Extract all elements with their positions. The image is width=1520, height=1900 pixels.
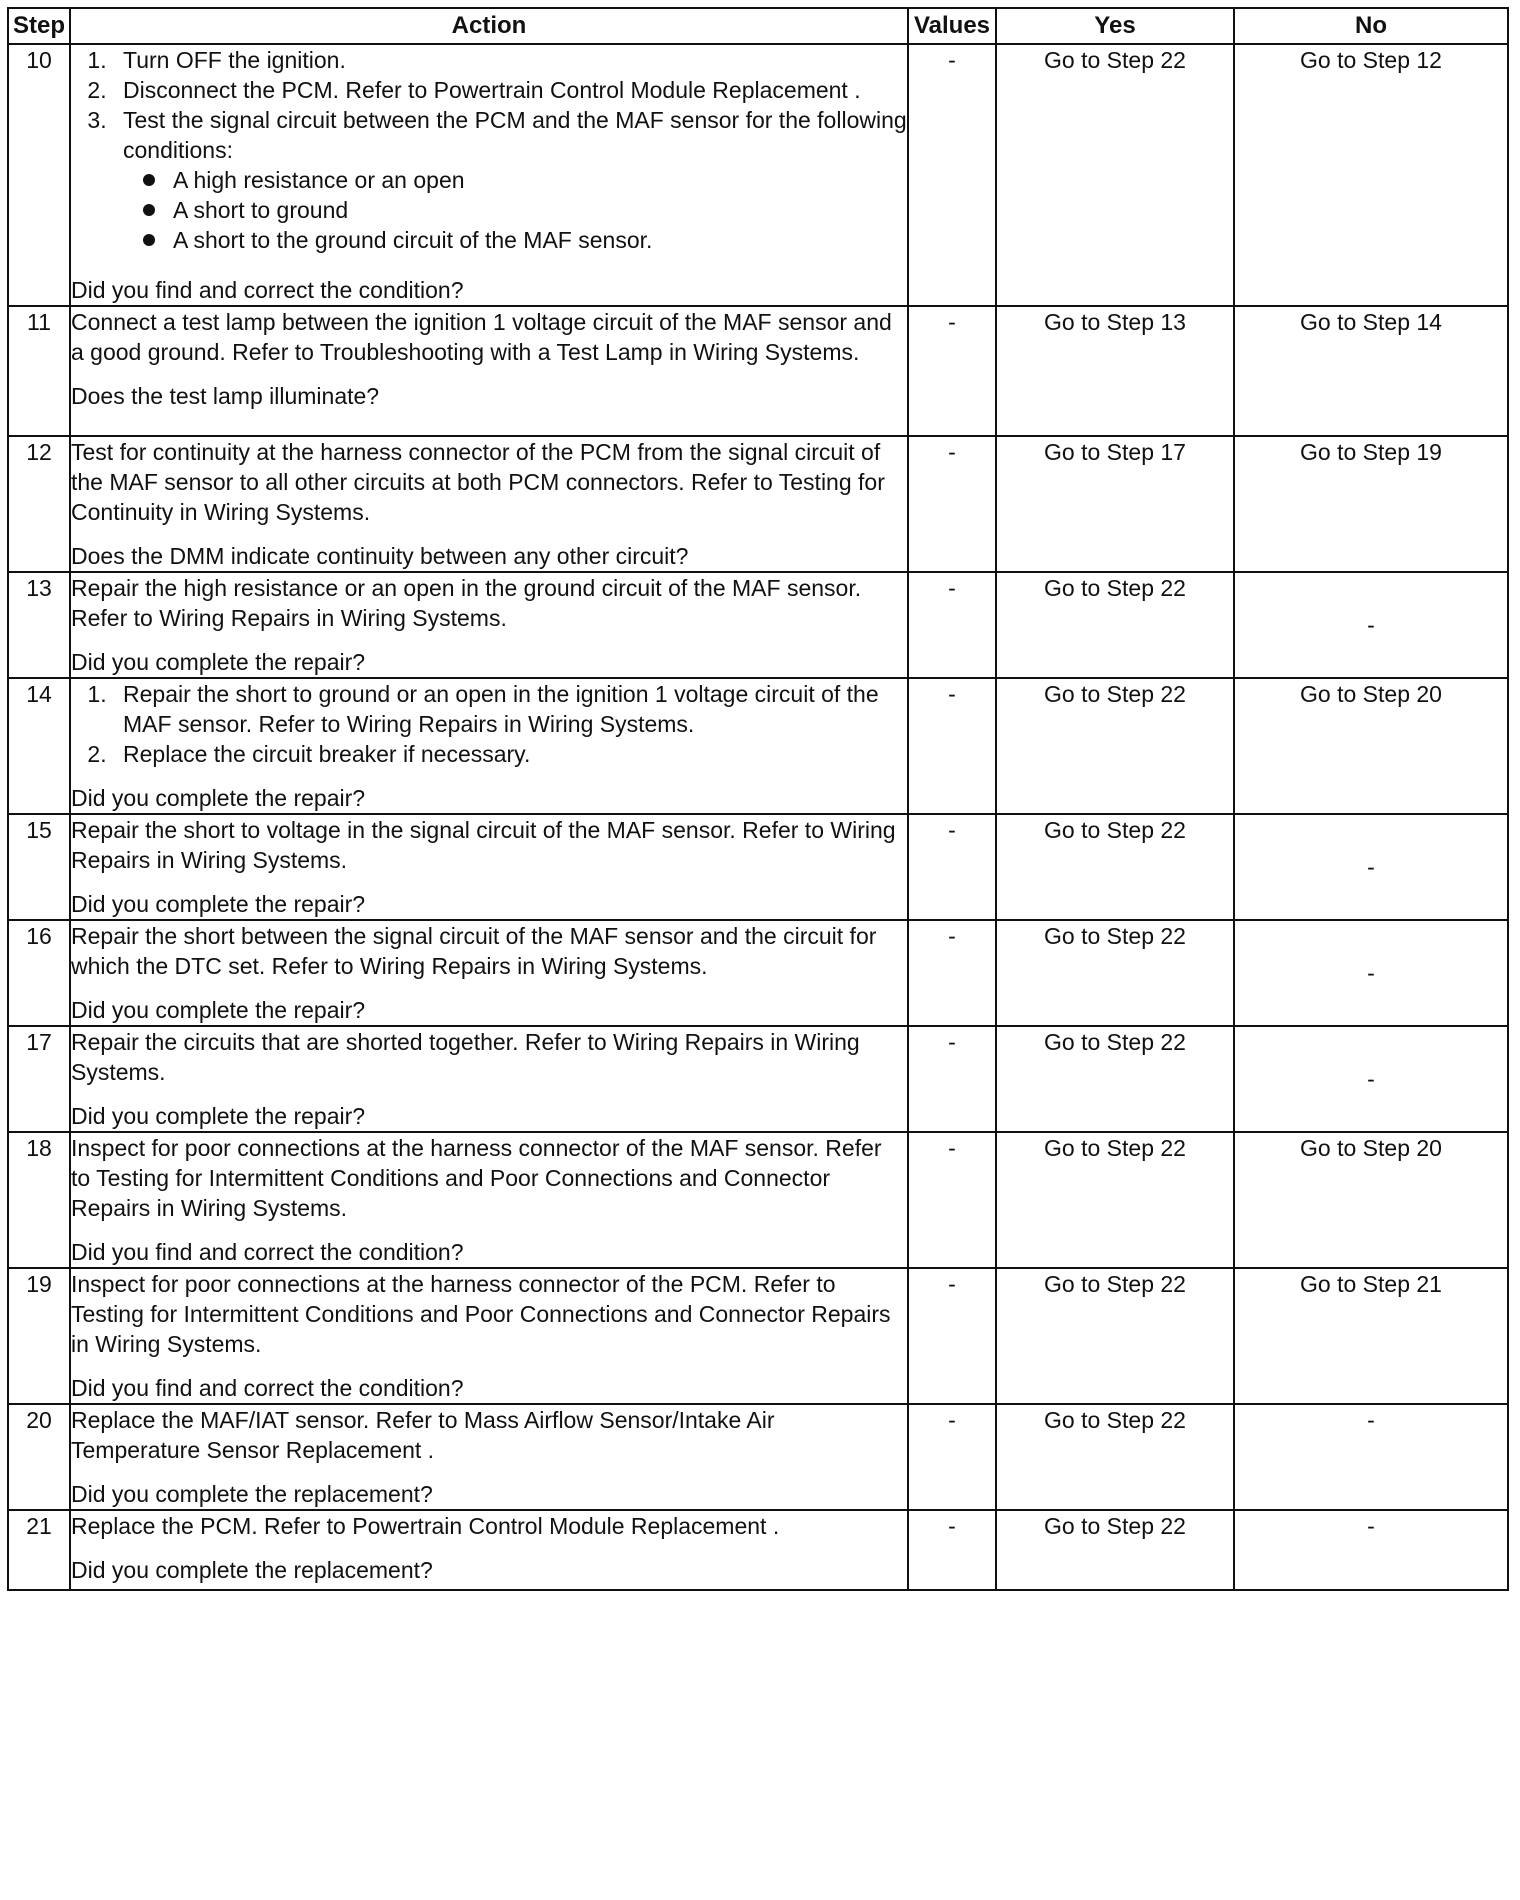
yes-outcome: Go to Step 13 (996, 306, 1234, 436)
instruction-text: Inspect for poor connections at the harness connector of the PCM. Refer to Testing for Intermittent Conditions and Poor Connections and Connector Repairs in Wiring Systems. (71, 1271, 891, 1357)
action-cell (70, 306, 908, 436)
bullet-list (123, 165, 907, 255)
question-text: Did you complete the replacement? (71, 1557, 433, 1583)
question-text: Did you find and correct the condition? (71, 1239, 464, 1265)
values-cell: - (908, 436, 996, 572)
values-cell: - (908, 1026, 996, 1132)
no-outcome: Go to Step 21 (1234, 1268, 1508, 1404)
yes-outcome: Go to Step 22 (996, 678, 1234, 814)
values-cell: - (908, 920, 996, 1026)
table-row (8, 572, 1508, 678)
step-number: 14 (8, 678, 70, 814)
header-no: No (1234, 8, 1508, 44)
table-row (8, 44, 1508, 306)
yes-outcome: Go to Step 22 (996, 1026, 1234, 1132)
values-cell: - (908, 814, 996, 920)
step-number: 15 (8, 814, 70, 920)
bullet-item: A high resistance or an open (163, 165, 907, 195)
table-row (8, 436, 1508, 572)
values-cell: - (908, 1132, 996, 1268)
instruction-text: Replace the PCM. Refer to Powertrain Control Module Replacement . (71, 1513, 780, 1539)
action-cell (70, 1132, 908, 1268)
diagnostic-table (7, 7, 1509, 1591)
no-outcome: - (1234, 1026, 1508, 1132)
question-text: Does the test lamp illuminate? (71, 383, 380, 409)
step-number: 21 (8, 1510, 70, 1590)
no-outcome: Go to Step 12 (1234, 44, 1508, 306)
no-outcome: - (1234, 1404, 1508, 1510)
no-outcome: - (1234, 920, 1508, 1026)
question-text: Did you complete the repair? (71, 891, 366, 917)
step-number: 10 (8, 44, 70, 306)
table-row (8, 306, 1508, 436)
question-text: Does the DMM indicate continuity between any other circuit? (71, 543, 689, 569)
no-outcome: - (1234, 814, 1508, 920)
list-item: 2. Disconnect the PCM. Refer to Powertrain Control Module Replacement . (113, 75, 907, 105)
no-outcome: Go to Step 20 (1234, 678, 1508, 814)
header-values: Values (908, 8, 996, 44)
step-number: 12 (8, 436, 70, 572)
step-number: 17 (8, 1026, 70, 1132)
yes-outcome: Go to Step 22 (996, 920, 1234, 1026)
instruction-text: Repair the short to voltage in the signal circuit of the MAF sensor. Refer to Wiring Repairs in Wiring Systems. (71, 817, 896, 873)
action-cell (70, 436, 908, 572)
yes-outcome: Go to Step 22 (996, 1510, 1234, 1590)
header-step: Step (8, 8, 70, 44)
question-text: Did you complete the repair? (71, 997, 366, 1023)
instruction-text: Repair the short between the signal circuit of the MAF sensor and the circuit for which the DTC set. Refer to Wiring Repairs in Wiring Systems. (71, 923, 877, 979)
step-number: 18 (8, 1132, 70, 1268)
values-cell: - (908, 1404, 996, 1510)
table-row (8, 678, 1508, 814)
bullet-item: A short to the ground circuit of the MAF sensor. (163, 225, 907, 255)
values-cell: - (908, 1510, 996, 1590)
values-cell: - (908, 306, 996, 436)
yes-outcome: Go to Step 22 (996, 44, 1234, 306)
action-cell (70, 1026, 908, 1132)
step-number: 16 (8, 920, 70, 1026)
no-outcome: Go to Step 14 (1234, 306, 1508, 436)
action-cell (70, 814, 908, 920)
instruction-text: Inspect for poor connections at the harness connector of the MAF sensor. Refer to Testing for Intermittent Conditions and Poor Connections and Connector Repairs in Wiring Systems. (71, 1135, 882, 1221)
yes-outcome: Go to Step 22 (996, 1132, 1234, 1268)
question-text: Did you complete the repair? (71, 1103, 366, 1129)
list-item (113, 105, 907, 255)
yes-outcome: Go to Step 22 (996, 1404, 1234, 1510)
instruction-text: Test for continuity at the harness connector of the PCM from the signal circuit of the MAF sensor to all other circuits at both PCM connectors. Refer to Testing for Continuity in Wiring Systems. (71, 439, 885, 525)
instruction-text: Replace the MAF/IAT sensor. Refer to Mass Airflow Sensor/Intake Air Temperature Sensor Replacement . (71, 1407, 775, 1463)
values-cell: - (908, 1268, 996, 1404)
no-outcome: - (1234, 572, 1508, 678)
bullet-item: A short to ground (163, 195, 907, 225)
step-number: 11 (8, 306, 70, 436)
question-text: Did you find and correct the condition? (71, 277, 464, 303)
action-cell (70, 1268, 908, 1404)
table-row (8, 1132, 1508, 1268)
instruction-text: Repair the circuits that are shorted together. Refer to Wiring Repairs in Wiring Systems. (71, 1029, 860, 1085)
header-yes: Yes (996, 8, 1234, 44)
table-row (8, 814, 1508, 920)
header-row (8, 8, 1508, 44)
values-cell: - (908, 44, 996, 306)
values-cell: - (908, 572, 996, 678)
table-row (8, 1510, 1508, 1590)
action-cell (70, 920, 908, 1026)
yes-outcome: Go to Step 22 (996, 814, 1234, 920)
step-number: 20 (8, 1404, 70, 1510)
instruction-text: Connect a test lamp between the ignition 1 voltage circuit of the MAF sensor and a good ground. Refer to Troubleshooting with a Test Lamp in Wiring Systems. (71, 309, 892, 365)
list-item: 2. Replace the circuit breaker if necessary. (113, 739, 907, 769)
action-cell (70, 678, 908, 814)
table-row (8, 920, 1508, 1026)
table-row (8, 1404, 1508, 1510)
no-outcome: Go to Step 19 (1234, 436, 1508, 572)
numbered-steps (71, 679, 907, 769)
values-cell: - (908, 678, 996, 814)
instruction-text: Repair the high resistance or an open in the ground circuit of the MAF sensor. Refer to Wiring Repairs in Wiring Systems. (71, 575, 862, 631)
numbered-steps (71, 45, 907, 255)
yes-outcome: Go to Step 17 (996, 436, 1234, 572)
list-item: 1. Turn OFF the ignition. (113, 45, 907, 75)
question-text: Did you complete the replacement? (71, 1481, 433, 1507)
list-item-text: Test the signal circuit between the PCM and the MAF sensor for the following conditions: (123, 107, 907, 163)
no-outcome: - (1234, 1510, 1508, 1590)
no-outcome: Go to Step 20 (1234, 1132, 1508, 1268)
header-action: Action (70, 8, 908, 44)
table-row (8, 1268, 1508, 1404)
action-cell (70, 572, 908, 678)
action-cell (70, 1510, 908, 1590)
step-number: 13 (8, 572, 70, 678)
action-cell (70, 1404, 908, 1510)
question-text: Did you find and correct the condition? (71, 1375, 464, 1401)
question-text: Did you complete the repair? (71, 785, 366, 811)
table-row (8, 1026, 1508, 1132)
action-cell (70, 44, 908, 306)
question-text: Did you complete the repair? (71, 649, 366, 675)
yes-outcome: Go to Step 22 (996, 572, 1234, 678)
yes-outcome: Go to Step 22 (996, 1268, 1234, 1404)
step-number: 19 (8, 1268, 70, 1404)
list-item: 1. Repair the short to ground or an open in the ignition 1 voltage circuit of the MAF sensor. Refer to Wiring Repairs in Wiring Systems. (113, 679, 907, 739)
